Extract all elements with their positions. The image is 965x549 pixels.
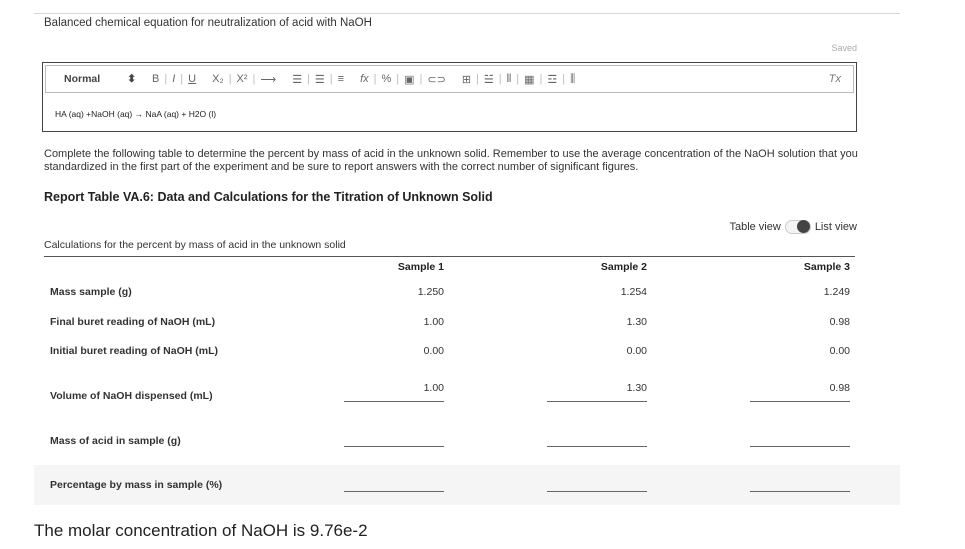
table-title: Report Table VA.6: Data and Calculations for the Titration of Unknown Solid: [44, 190, 493, 204]
attach-icon[interactable]: ⊂⊃: [427, 73, 446, 86]
cell-final-buret-1: 1.00: [423, 316, 444, 328]
cell-mass-sample-1: 1.250: [417, 286, 444, 298]
answer-field-percentage-3[interactable]: [750, 475, 850, 492]
editor-toolbar: [45, 65, 854, 93]
column-header-sample-3: Sample 3: [803, 261, 850, 273]
cell-final-buret-2: 1.30: [626, 316, 647, 328]
row-icon[interactable]: ☱: [483, 73, 494, 86]
image-icon[interactable]: ▣: [404, 73, 415, 86]
link-icon[interactable]: %: [381, 73, 392, 85]
column-header-sample-1: Sample 1: [397, 261, 444, 273]
list-view-label[interactable]: List view: [814, 221, 857, 233]
view-toggle: [729, 220, 857, 234]
table-group: ⊞ | ☱ | ⫴ | ▦ | ☲ | ⫼: [461, 72, 576, 86]
divider: [34, 13, 900, 14]
row-label-mass-sample: Mass sample (g): [50, 286, 132, 298]
answer-field-mass-acid-2[interactable]: [547, 430, 647, 447]
saved-status: Saved: [831, 43, 857, 53]
cell-initial-buret-3: 0.00: [829, 345, 850, 357]
clear-format-icon[interactable]: Tx: [828, 73, 841, 85]
switch-knob: [797, 220, 810, 233]
column-header-sample-2: Sample 2: [600, 261, 647, 273]
cell-initial-buret-2: 0.00: [626, 345, 647, 357]
paragraph-style-select[interactable]: [64, 73, 136, 85]
table-rule: [44, 256, 855, 257]
answer-field-volume-2[interactable]: [547, 382, 647, 402]
answer-field-mass-acid-3[interactable]: [750, 430, 850, 447]
answer-field-percentage-2[interactable]: [547, 475, 647, 492]
answer-field-percentage-1[interactable]: [344, 475, 444, 492]
superscript-icon[interactable]: X²: [236, 73, 248, 85]
answer-field-mass-acid-1[interactable]: [344, 430, 444, 447]
column-icon[interactable]: ⫴: [506, 72, 512, 85]
bold-icon[interactable]: B: [152, 73, 160, 85]
format-group: B | I | U: [152, 73, 197, 85]
list-group: ☰ | ☰ | ≡: [292, 73, 345, 86]
select-arrows-icon: ⬍: [127, 73, 136, 85]
delete-column-icon[interactable]: ⫼: [570, 72, 576, 85]
table-caption: Calculations for the percent by mass of acid in the unknown solid: [44, 239, 346, 251]
table-view-label[interactable]: Table view: [729, 221, 781, 233]
row-label-final-buret: Final buret reading of NaOH (mL): [50, 316, 216, 328]
table-icon[interactable]: ⊞: [461, 73, 472, 86]
cell-initial-buret-1: 0.00: [423, 345, 444, 357]
answer-value: 1.30: [626, 382, 647, 394]
script-group: X₂ | X² | ⟶: [212, 73, 277, 86]
bullet-list-icon[interactable]: ☰: [314, 73, 325, 86]
row-label-percentage: Percentage by mass in sample (%): [50, 479, 223, 491]
question-prompt: Balanced chemical equation for neutralization of acid with NaOH: [44, 17, 372, 29]
answer-field-volume-1[interactable]: [344, 382, 444, 402]
question-card: [34, 0, 900, 505]
formula-icon[interactable]: fx: [360, 73, 369, 85]
subscript-icon[interactable]: X₂: [212, 73, 224, 85]
underline-icon[interactable]: U: [188, 73, 197, 85]
answer-value: 0.98: [829, 382, 850, 394]
cell-mass-sample-2: 1.254: [620, 286, 647, 298]
arrow-icon[interactable]: ⟶: [260, 73, 277, 86]
italic-icon[interactable]: I: [172, 73, 176, 85]
instructions: Complete the following table to determine the percent by mass of acid in the unknown solid. Remember to use the average concentration of the NaOH solution that you standardized in the first part of the experiment and be sure to report answers with the correct number of significant figures.: [44, 148, 858, 173]
insert-group: fx | % | ▣ | ⊂⊃: [360, 73, 446, 86]
merge-icon[interactable]: ▦: [524, 73, 535, 86]
row-label-initial-buret: Initial buret reading of NaOH (mL): [50, 345, 219, 357]
row-label-volume-dispensed: Volume of NaOH dispensed (mL): [50, 390, 213, 402]
footer-note: The molar concentration of NaOH is 9.76e-2: [34, 521, 368, 540]
ordered-list-icon[interactable]: ☰: [292, 73, 303, 86]
answer-field-volume-3[interactable]: [750, 382, 850, 402]
rich-text-editor[interactable]: [42, 62, 857, 132]
view-switch[interactable]: [785, 220, 811, 234]
row-label-mass-acid: Mass of acid in sample (g): [50, 435, 181, 447]
paragraph-style-value: Normal: [64, 73, 101, 85]
editor-content[interactable]: HA (aq) +NaOH (aq) → NaA (aq) + H2O (l): [55, 109, 217, 119]
answer-value: 1.00: [423, 382, 444, 394]
cell-final-buret-3: 0.98: [829, 316, 850, 328]
cell-mass-sample-3: 1.249: [823, 286, 850, 298]
align-icon[interactable]: ≡: [337, 73, 345, 85]
delete-row-icon[interactable]: ☲: [547, 73, 558, 86]
